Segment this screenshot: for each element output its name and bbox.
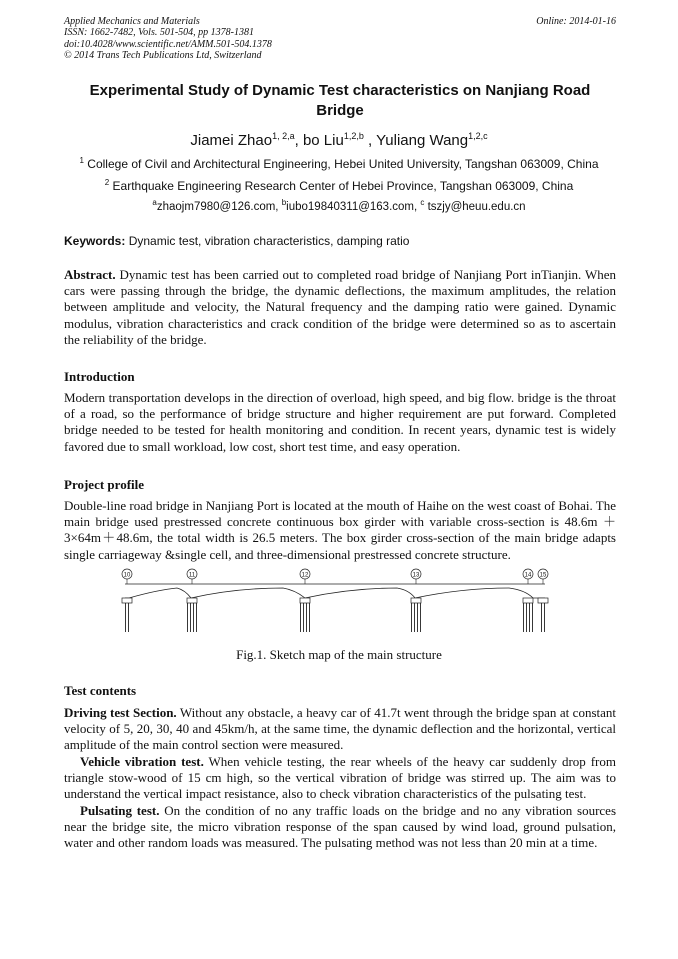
author-separator: , xyxy=(363,132,377,149)
author-list xyxy=(0,131,678,151)
author-emails xyxy=(0,200,678,215)
pier-label: 14 xyxy=(524,572,532,579)
pier-11 xyxy=(187,569,197,632)
affiliation-mark: 2 xyxy=(104,178,110,187)
vehicle-vibration-text: When vehicle testing, the rear wheels of the heavy car suddenly drop from triangle stow-wood of 15 cm high, so the vertical vibration of bridge was stirred up. The aim was to understand the vertical impact resistance, also to check vibration characteristics of the pulsating test. xyxy=(64,754,617,802)
pier-cap xyxy=(411,598,421,603)
pier-label: 15 xyxy=(539,572,547,579)
pulsating-test-label: Pulsating test. xyxy=(80,803,160,818)
journal-header xyxy=(64,16,616,61)
driving-test-text: Without any obstacle, a heavy car of 41.7t went through the bridge span at constant velocity of 5, 20, 30, 40 and 45km/h, at the same time, the dynamic deflection and the horizontal, vertical amplitude of the main control section were measured. xyxy=(64,705,617,753)
author-affiliation-mark: 1,2,c xyxy=(468,131,488,141)
vehicle-vibration-paragraph xyxy=(64,754,616,803)
abstract xyxy=(64,267,616,348)
pier-cap xyxy=(538,598,548,603)
pier-14 xyxy=(523,569,533,632)
author-affiliation-mark: 1,2,b xyxy=(343,131,364,141)
email-text: iubo19840311@163.com, xyxy=(286,201,421,213)
pier-group xyxy=(122,569,548,632)
driving-test-label: Driving test Section. xyxy=(64,705,177,720)
pier-cap xyxy=(300,598,310,603)
abstract-text: Dynamic test has been carried out to completed road bridge of Nanjiang Port inTianjin. When cars were passing through the bridge, the dynamic deflections, the maximum amplitudes, the relation between amplitude and velocity, the Natural frequency and the damping ratio were gained. Dynamic modulus, vibration characteristics and crack condition of the bridge were determined so as to ascertain the reliability of the bridge. xyxy=(64,267,616,347)
email-mark: c xyxy=(420,198,425,207)
email-mark: a xyxy=(152,198,157,207)
doi-line: doi:10.4028/www.scientific.net/AMM.501-504.1378 xyxy=(64,38,272,50)
author-affiliation-mark: 1, 2,a xyxy=(272,131,295,141)
affiliation-2 xyxy=(0,179,678,194)
author-name: bo Liu xyxy=(302,132,344,149)
pier-12 xyxy=(300,569,310,632)
pier-label: 12 xyxy=(301,572,309,579)
affiliation-text: College of Civil and Architectural Engineering, Hebei United University, Tangshan 063009, China xyxy=(87,157,599,171)
keywords-label: Keywords: xyxy=(64,234,126,248)
affiliation-1 xyxy=(0,157,678,172)
issn-line: ISSN: 1662-7482, Vols. 501-504, pp 1378-1381 xyxy=(64,27,254,39)
pier-15 xyxy=(538,569,548,632)
pier-label: 11 xyxy=(188,572,196,579)
figure-caption: Fig.1. Sketch map of the main structure xyxy=(236,647,442,662)
test-contents-heading: Test contents xyxy=(64,683,137,698)
paper-title: Experimental Study of Dynamic Test characteristics on Nanjiang Road Bridge xyxy=(89,82,591,119)
keywords xyxy=(64,234,616,249)
pier-label: 10 xyxy=(123,572,131,579)
author-separator: , xyxy=(294,132,303,149)
driving-test-paragraph xyxy=(64,705,616,754)
introduction-text: Modern transportation develops in the direction of overload, high speed, and big flow. bridge is the throat of a road, so the performance of bridge structure and higher requirement are put forward. Completed bridge needed to be tested for health monitoring and condition. In recent years, dynamic test is widely favored due to small workload, low cost, short test time, and easy operation. xyxy=(64,390,616,454)
pulsating-test-paragraph xyxy=(64,803,616,852)
keywords-text: Dynamic test, vibration characteristics, damping ratio xyxy=(125,234,410,248)
girder-soffit-line xyxy=(125,588,545,598)
pier-cap xyxy=(187,598,197,603)
abstract-label: Abstract. xyxy=(64,267,116,282)
vehicle-vibration-label: Vehicle vibration test. xyxy=(80,754,204,769)
project-profile-text: Double-line road bridge in Nanjiang Port is located at the mouth of Haihe on the west coast of Bohai. The main bridge used prestressed concrete continuous box girder with variable cross-section is 48.6m ＋3×64m＋48.6m, the total width is 26.5 meters. The box girder cross-section of the main bridge adapts single carriageway &single cell, and three-dimensional prestressed concrete structure. xyxy=(64,498,616,562)
pulsating-test-text: On the condition of no any traffic loads on the bridge and no any vibration sources near the bridge site, the micro vibration response of the span caused by wind load, ground pulsation, water and other random loads was measured. The pulsating method was not less than 20 min at a time. xyxy=(64,803,617,851)
project-profile-heading: Project profile xyxy=(64,477,145,492)
pier-cap xyxy=(523,598,533,603)
journal-name: Applied Mechanics and Materials xyxy=(64,16,200,27)
author-name: Jiamei Zhao xyxy=(190,132,273,149)
copyright-line: © 2014 Trans Tech Publications Ltd, Switzerland xyxy=(64,49,262,61)
author-name: Yuliang Wang xyxy=(376,132,469,149)
pier-cap xyxy=(122,598,132,603)
email-text: tszjy@heuu.edu.cn xyxy=(424,201,526,213)
pier-13 xyxy=(411,569,421,632)
online-date: Online: 2014-01-16 xyxy=(536,16,616,27)
email-text: zhaojm7980@126.com, xyxy=(156,201,282,213)
affiliation-mark: 1 xyxy=(79,156,84,165)
bridge-sketch-figure xyxy=(115,568,555,634)
pier-10 xyxy=(122,569,132,632)
email-mark: b xyxy=(281,198,287,207)
affiliation-text: Earthquake Engineering Research Center of Hebei Province, Tangshan 063009, China xyxy=(112,179,574,193)
pier-label: 13 xyxy=(412,572,420,579)
introduction-heading: Introduction xyxy=(64,369,135,384)
